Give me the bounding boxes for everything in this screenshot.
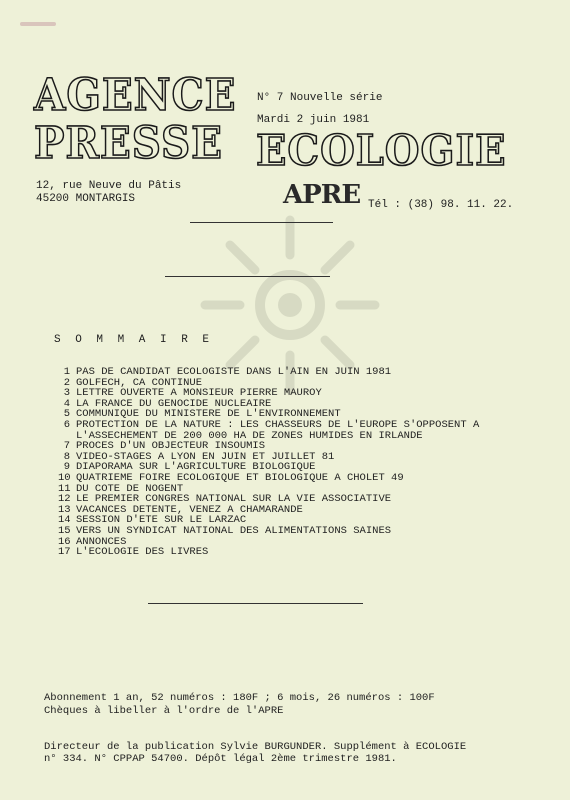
item-title: LE PREMIER CONGRES NATIONAL SUR LA VIE ASSOCIATIVE [76,493,392,506]
item-title: L'ASSECHEMENT DE 200 000 HA DE ZONES HUMIDES EN IRLANDE [76,429,423,442]
item-number: 8 [63,450,70,463]
item-number: 17 [58,546,71,559]
item-title: DIAPORAMA SUR L'AGRICULTURE BIOLOGIQUE [76,461,316,474]
item-title: COMMUNIQUE DU MINISTERE DE L'ENVIRONNEMENT [76,408,341,421]
item-title: VERS UN SYNDICAT NATIONAL DES ALIMENTATIONS SAINES [76,524,392,537]
paper-stain [20,22,56,26]
item-title: VIDEO-STAGES A LYON EN JUIN ET JUILLET 81 [76,450,335,463]
item-number: 7 [63,440,70,453]
contents-heading: S O M M A I R E [54,334,214,346]
apre-logo: APRE [283,180,361,210]
item-title: LETTRE OUVERTE A MONSIEUR PIERRE MAUROY [76,387,322,400]
contents-item [58,526,508,537]
masthead-ecologie: ECOLOGIE [256,126,507,175]
publication-director: Directeur de la publication Sylvie BURGUNDER. Supplément à ECOLOGIE [44,741,467,753]
item-title: PROCES D'UN OBJECTEUR INSOUMIS [76,440,266,453]
item-title: LA FRANCE DU GENOCIDE NUCLEAIRE [76,397,272,410]
item-number: 1 [63,366,70,378]
item-number: 16 [58,535,71,548]
cheque-info: Chèques à libeller à l'ordre de l'APRE [44,705,284,717]
issue-number: N° 7 Nouvelle série [257,92,383,104]
divider [148,603,363,604]
legal-deposit: n° 334. N° CPPAP 54700. Dépôt légal 2ème trimestre 1981. [44,753,397,765]
item-number: 9 [63,461,70,474]
item-number: 2 [63,376,70,389]
item-title: PAS DE CANDIDAT ECOLOGISTE DANS L'AIN EN JUIN 1981 [76,366,392,378]
address-street: 12, rue Neuve du Pâtis [36,180,182,192]
item-title: SESSION D'ETE SUR LE LARZAC [76,514,247,527]
item-title: GOLFECH, CA CONTINUE [76,376,203,389]
contents-list [58,367,508,558]
contents-item [58,547,508,558]
item-number: 14 [58,514,71,527]
item-number: 10 [58,471,71,484]
item-number: 4 [63,397,70,410]
item-title: VACANCES DETENTE, VENEZ A CHAMARANDE [76,503,303,516]
subscription-info: Abonnement 1 an, 52 numéros : 180F ; 6 mois, 26 numéros : 100F [44,692,435,704]
masthead-agence: AGENCE [34,70,237,121]
item-title: QUATRIEME FOIRE ECOLOGIQUE ET BIOLOGIQUE A CHOLET 49 [76,471,404,484]
item-title: L'ECOLOGIE DES LIVRES [76,546,209,559]
item-title: DU COTE DE NOGENT [76,482,184,495]
issue-date: Mardi 2 juin 1981 [257,114,370,126]
contents-item [58,420,508,431]
item-number: 3 [63,387,70,400]
item-number: 13 [58,503,71,516]
item-title: PROTECTION DE LA NATURE : LES CHASSEURS DE L'EUROPE S'OPPOSENT A [76,418,480,431]
phone-number: Tél : (38) 98. 11. 22. [368,199,514,211]
item-number: 15 [58,524,71,537]
item-number: 5 [63,408,70,421]
contents-item [58,367,508,378]
contents-item [58,473,508,484]
divider [190,222,333,223]
item-number: 11 [58,482,71,495]
item-title: ANNONCES [76,535,127,548]
divider [165,276,330,277]
item-number: 12 [58,493,71,506]
masthead-presse: PRESSE [34,118,223,169]
address-city: 45200 MONTARGIS [36,193,136,205]
item-number: 6 [63,418,70,431]
